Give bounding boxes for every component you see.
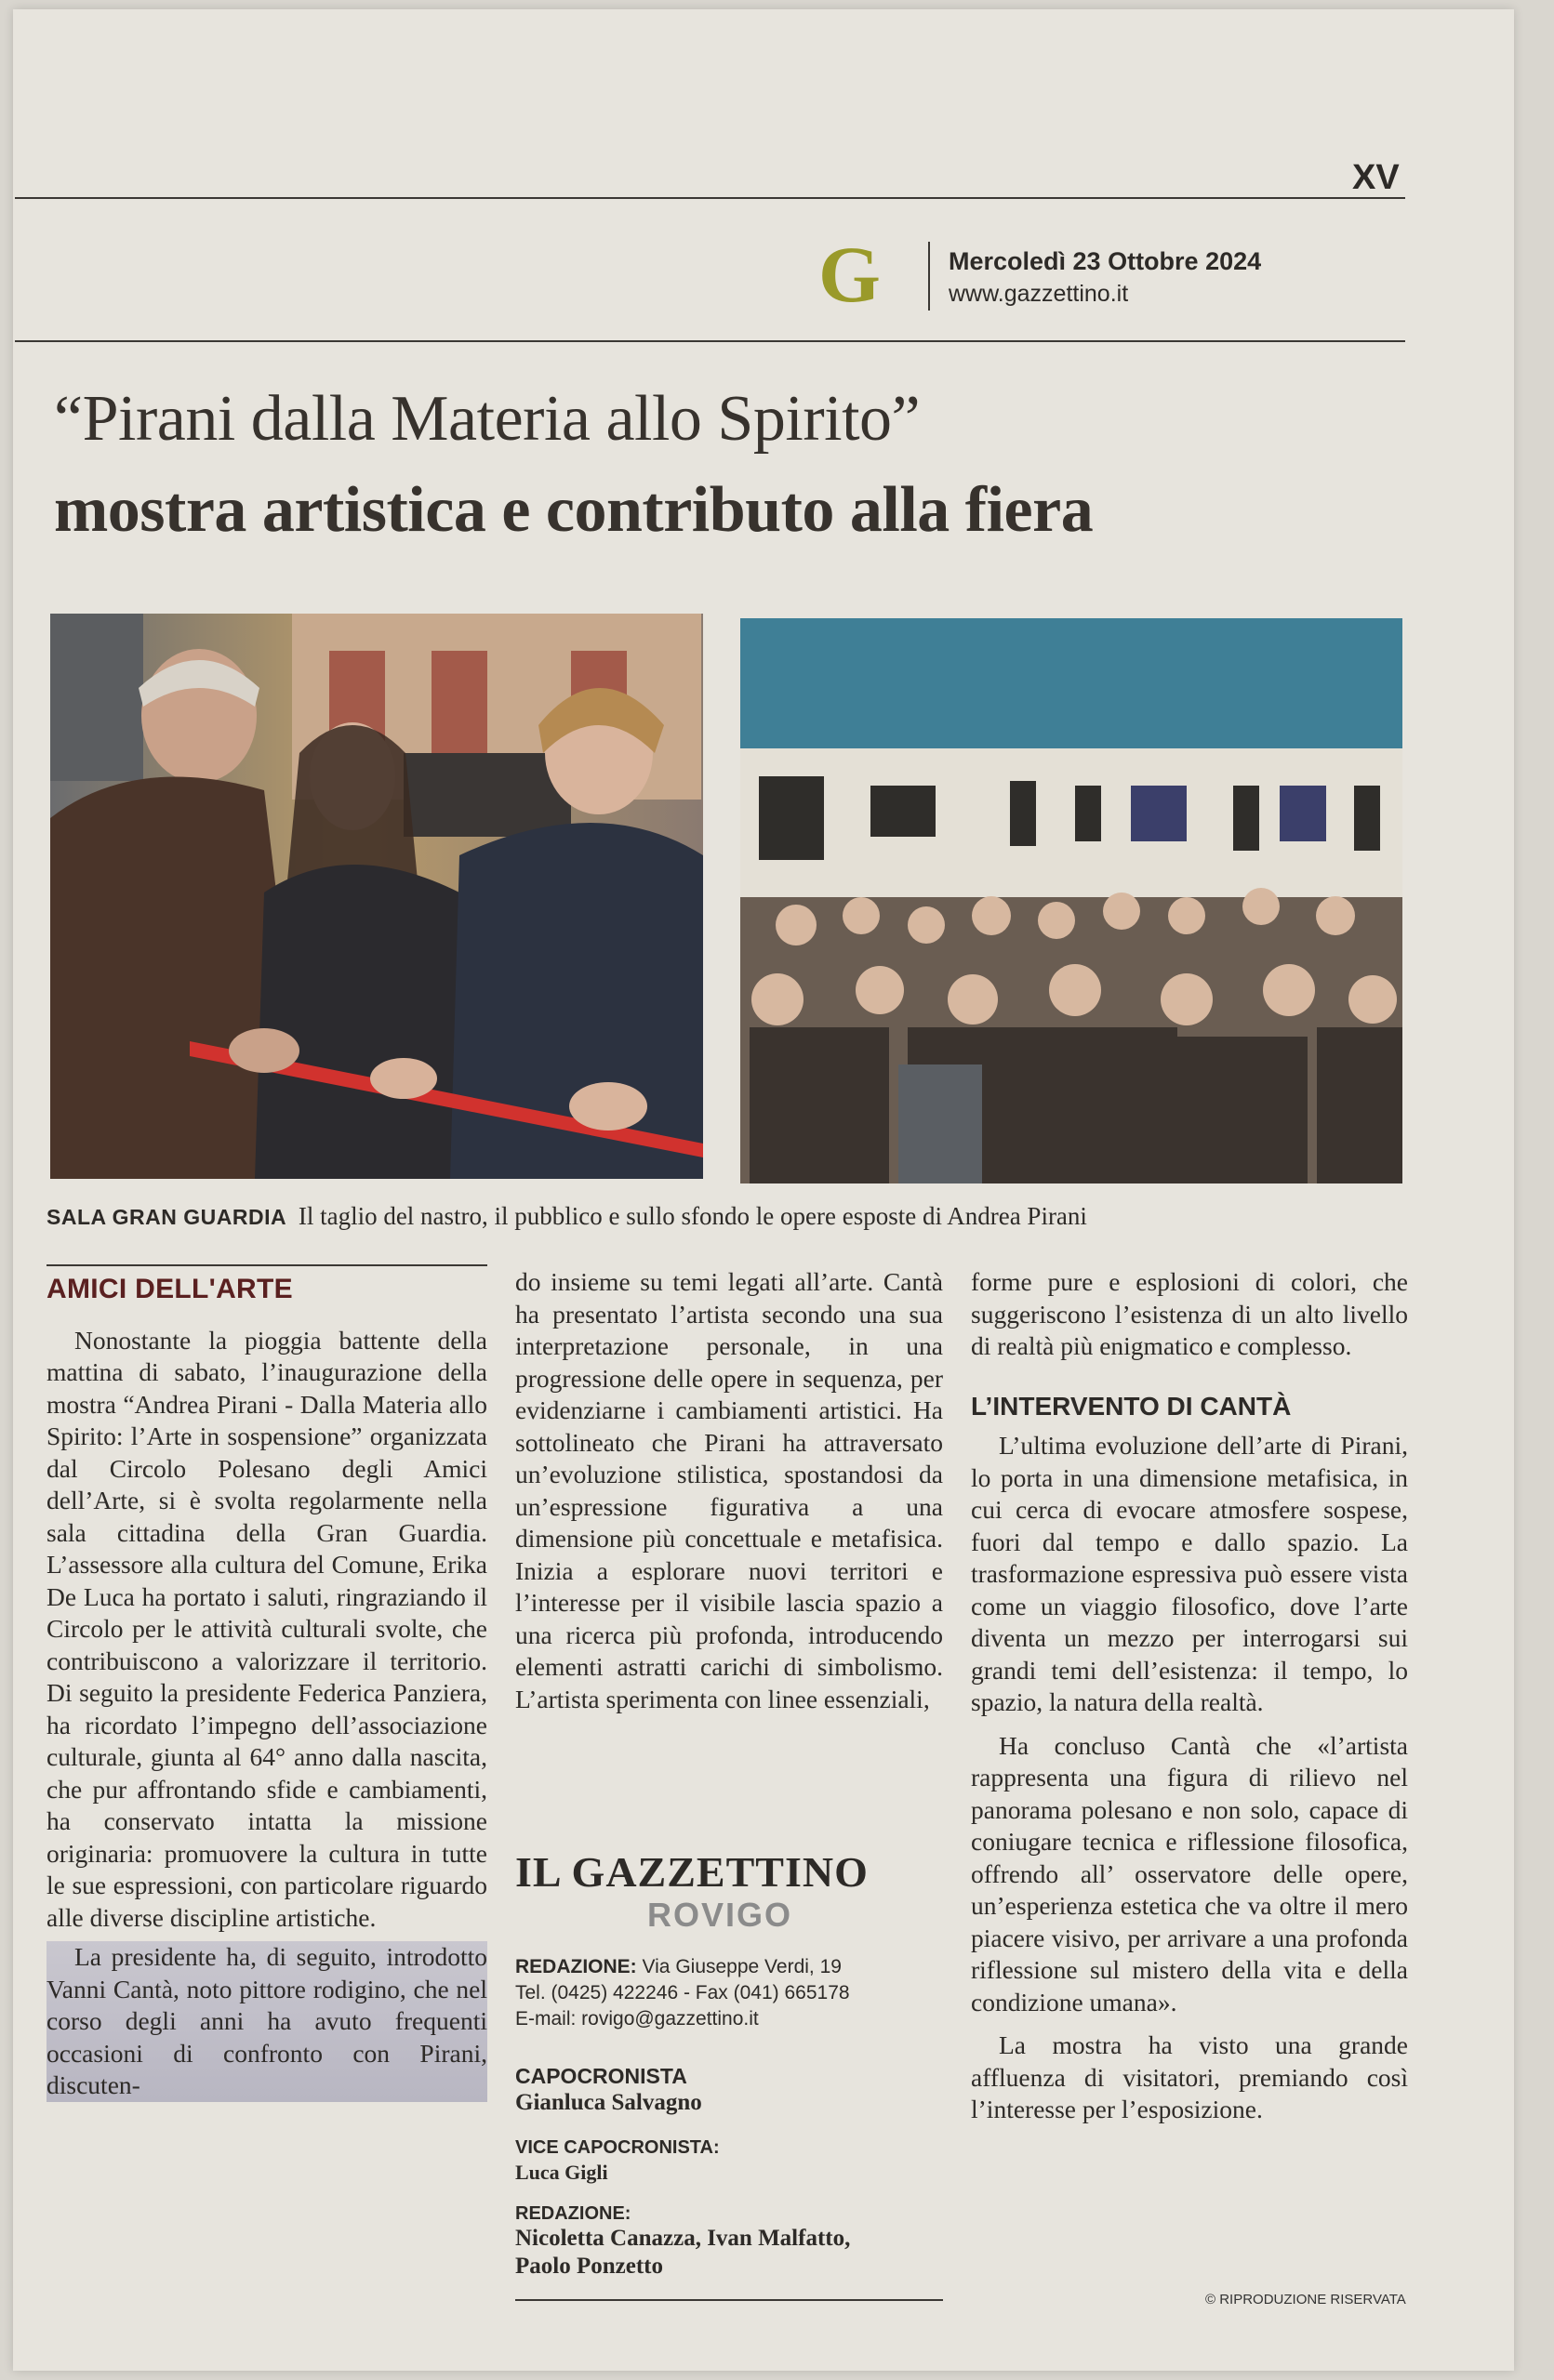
editorial-box: [515, 1848, 943, 2281]
redazione-staff-line-2: Paolo Ponzetto: [515, 2254, 663, 2279]
headline: [54, 374, 1421, 556]
newspaper-page: [13, 9, 1514, 2371]
paragraph: Nonostante la pioggia battente della mattina di sabato, l’inaugurazione della mostra “Andrea Pirani - Dalla Materia allo Spirito: l’Arte in sospensione” organizzata dal Circolo Polesano degli Amici dell’Arte, si è svolta regolarmente nella sala cittadina della Gran Guardia. L’assessore alla cultura del Comune, Erika De Luca ha portato i saluti, ringraziando il Circolo per le attività culturali svolte, che contribuiscono a valorizzare il territorio. Di seguito la presidente Federica Panziera, ha ricordato l’impegno dell’associazione culturale, giunta al 64° anno dalla nascita, che pur affrontando sfide e cambiamenti, ha conservato intatta la missione originaria: promuovere la cultura in tutte le sue espressioni, con particolare riguardo alle diverse discipline artistiche.: [46, 1325, 487, 1932]
page-number: XV: [1352, 158, 1400, 197]
headline-line-2: mostra artistica e contributo alla fiera: [54, 474, 1094, 546]
box-title: IL GAZZETTINO: [515, 1848, 869, 1896]
website-url: www.gazzettino.it: [949, 281, 1129, 307]
section-title-amici: AMICI DELL'ARTE: [46, 1264, 487, 1306]
section-title-intervento: L’INTERVENTO DI CANTÀ: [971, 1391, 1292, 1421]
paragraph: L’ultima evoluzione dell’arte di Pirani, lo porta in una dimensione metafisica, in cui cerca di evocare atmosfere sospese, fuori dal tempo e dallo spazio. La trasformazione espressiva può essere vista come un viaggio filosofico, dove l’arte diventa un mezzo per interrogarsi sui grandi temi dell’esistenza: il tempo, lo spazio, la natura della realtà.: [971, 1431, 1408, 1716]
redazione-address: Via Giuseppe Verdi, 19: [642, 1956, 842, 1977]
paragraph: Ha concluso Cantà che «l’artista rappresenta una figura di rilievo nel panorama polesano e non solo, capace di coniugare tecnica e riflessione filosofica, offrendo all’ osservatore delle opere, un’esperienza estetica che va oltre il mero piacere visivo, per arrivare a una profonda riflessione sul mistero della vita e della condizione umana».: [971, 1730, 1408, 2016]
redazione-label: REDAZIONE:: [515, 1956, 637, 1977]
header-rule: [15, 340, 1405, 342]
top-rule: [15, 197, 1405, 199]
capocronista-name: Gianluca Salvagno: [515, 2090, 702, 2115]
gazzettino-g-logo: G: [818, 230, 881, 319]
copyright-notice: © RIPRODUZIONE RISERVATA: [1205, 2292, 1406, 2307]
ribbon-cutting-image: [50, 614, 703, 1179]
vice-capocronista-label: VICE CAPOCRONISTA:: [515, 2137, 720, 2158]
redazione-staff-line-1: Nicoletta Canazza, Ivan Malfatto,: [515, 2226, 851, 2251]
photo-ribbon-cutting: [50, 614, 703, 1179]
article-column-3: [971, 1266, 1408, 2126]
caption-lead: SALA GRAN GUARDIA: [46, 1205, 287, 1229]
article-column-1: [46, 1264, 487, 2102]
issue-date: Mercoledì 23 Ottobre 2024: [949, 247, 1262, 275]
capocronista-label: CAPOCRONISTA: [515, 2064, 687, 2088]
photo-audience: [740, 618, 1402, 1183]
redazione-staff-label: REDAZIONE:: [515, 2203, 631, 2224]
box-city: ROVIGO: [647, 1896, 793, 1934]
masthead-separator: [928, 242, 930, 311]
paragraph: do insieme su temi legati all’arte. Cantà ha presentato l’artista secondo una sua interpretazione personale, in una progressione delle opere in sequenza, per evidenziarne i cambiamenti artistici. Ha sottolineato che Pirani ha attraversato un’evoluzione stilistica, spostandosi da un’espressione figurativa a una dimensione più concettuale e metafisica. Inizia a esplorare nuovi territori e l’interesse per il visibile lascia spazio a una ricerca più profonda, introducendo elementi astratti carichi di simbolismo. L’artista sperimenta con linee essenziali,: [515, 1267, 943, 1713]
photo-caption: [46, 1202, 1414, 1231]
paragraph: forme pure e esplosioni di colori, che suggeriscono l’esistenza di un alto livello di realtà più enigmatico e complesso.: [971, 1267, 1408, 1360]
article-column-2: [515, 1266, 943, 1715]
headline-line-1: “Pirani dalla Materia allo Spirito”: [54, 383, 921, 455]
box-bottom-rule: [515, 2299, 943, 2301]
audience-image: [740, 618, 1402, 1183]
box-contact-info: [515, 1954, 943, 2032]
vice-capocronista-name: Luca Gigli: [515, 2161, 608, 2184]
paragraph-shaded: La presidente ha, di seguito, introdotto Vanni Cantà, noto pittore rodigino, che nel corso degli anni ha avuto frequenti occasioni di confronto con Pirani, discuten-: [46, 1941, 487, 2102]
paragraph: La mostra ha visto una grande affluenza di visitatori, premiando così l’interesse per l’esposizione.: [971, 2030, 1408, 2123]
caption-text: Il taglio del nastro, il pubblico e sullo sfondo le opere esposte di Andrea Pirani: [298, 1202, 1087, 1230]
redazione-email: E-mail: rovigo@gazzettino.it: [515, 2008, 759, 2030]
redazione-phone: Tel. (0425) 422246 - Fax (041) 665178: [515, 1982, 850, 2003]
